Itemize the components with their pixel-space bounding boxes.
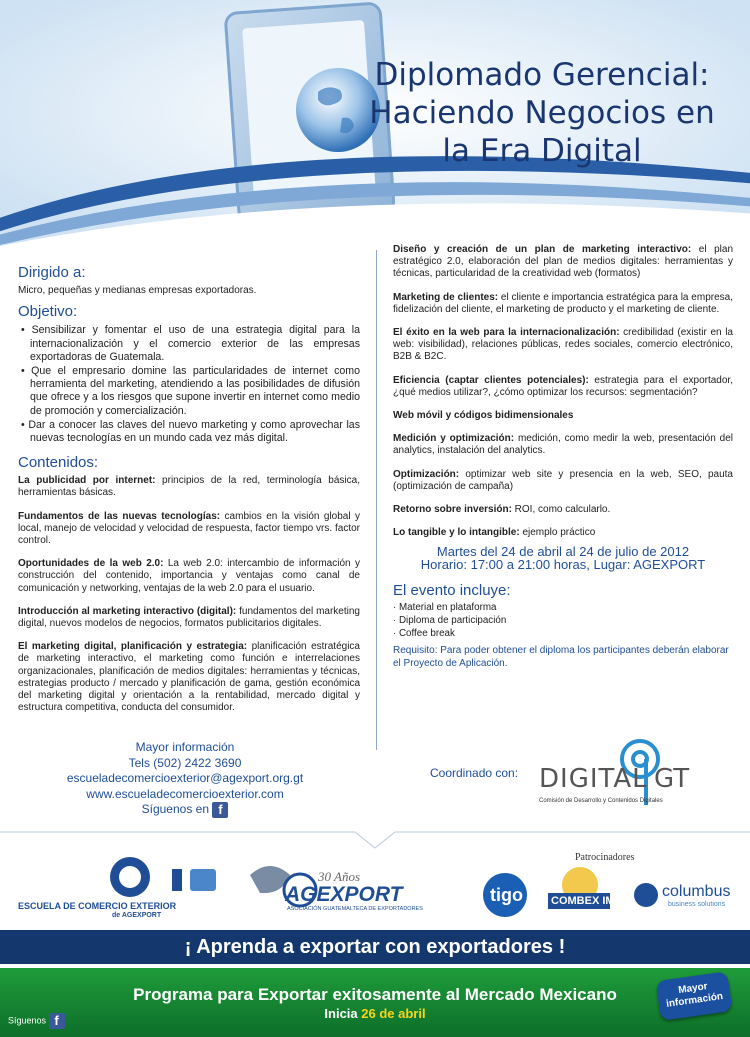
incluye-item: · Diploma de participación: [393, 615, 507, 627]
contenido-item: [393, 469, 733, 493]
footer-facebook-icon[interactable]: f: [49, 1013, 65, 1029]
contact-website-link[interactable]: www.escueladecomercioexterior.com: [86, 786, 284, 801]
contenido-text: optimizar web site y presencia en la web, SEO, pauta (optimización de campaña): [393, 468, 733, 492]
contenido-title: Fundamentos de las nuevas tecnologías:: [18, 510, 221, 522]
event-dates: Martes del 24 de abril al 24 de julio de 2012: [436, 544, 690, 560]
contenido-title: Optimización:: [393, 468, 460, 480]
objetivo-item: • Que el empresario domine las particularidades de internet como herramienta del marketing, atendiendo a las posibilidades de difusión que ofrece y a los riesgos que supone invertir en internet como medio de promoción y comercialización.: [21, 364, 361, 417]
incluye-text: Diploma de participación: [398, 615, 507, 627]
contenido-text: La web 2.0: intercambio de información y construcción del contenido, importancia y ventajas como canal de comunicación y networking, ventajas de la web 2.0 para el usuario.: [18, 558, 360, 594]
contenido-title: Retorno sobre inversión:: [393, 504, 512, 516]
title-line: Diplomado Gerencial:: [374, 57, 710, 93]
coordinado-label: Coordinado con:: [430, 766, 519, 780]
contenido-item: [393, 244, 733, 281]
contact-email-link[interactable]: escueladecomercioexterior@agexport.org.gt: [66, 771, 304, 786]
incluye-item: · Material en plataforma: [393, 602, 497, 614]
agexport-logo-sub: ASOCIACIÓN GUATEMALTECA DE EXPORTADORES: [287, 906, 423, 912]
contenido-title: Eficiencia (captar clientes potenciales):: [393, 374, 589, 386]
mayor-informacion-button[interactable]: Mayor información: [656, 971, 733, 1021]
contenido-text: medición, como medir la web, presentación del analytics, instalación del analytics.: [393, 433, 733, 457]
contenido-title: Lo tangible y lo intangible:: [393, 527, 520, 539]
dirigido-text: Micro, pequeñas y medianas empresas exportadoras.: [18, 285, 257, 296]
programa-start-date: 26 de abril: [361, 1006, 426, 1021]
contenido-text: el cliente e importancia estratégica para la empresa, fidelización del cliente, el marketing de producto y el marketing de cliente.: [393, 291, 733, 315]
contenido-item: [393, 504, 733, 516]
contenido-text: planificación estratégica de marketing interactivo, el marketing como función e interrelaciones organizacionales, planificación de medios digitales: herramientas y técnicas, estrategias producto / mercado y planificación de gama, gestión económica del marketing digital y orientación a la rentabilidad, mercado digital y estructura competitiva, conducta del consumidor.: [18, 641, 360, 714]
digital-name: DIGITAL: [539, 764, 648, 794]
contenido-item: [393, 433, 733, 457]
columbus-logo-text: columbus: [662, 883, 731, 900]
siguenos-label: Síguenos en: [141, 802, 210, 817]
contenido-title: Web móvil y códigos bidimensionales: [393, 410, 574, 422]
programa-title: Programa para Exportar exitosamente al Mercado Mexicano: [133, 985, 617, 1004]
social-row: [30, 802, 340, 818]
contenido-title: Oportunidades de la web 2.0:: [18, 558, 164, 570]
contenido-title: Introducción al marketing interactivo (digital):: [18, 605, 237, 617]
escuela-logo-text: ESCUELA DE COMERCIO EXTERIOR: [18, 901, 177, 911]
digital-gt: GT: [654, 764, 690, 794]
contenido-item: [18, 511, 360, 548]
contact-phone: Tels (502) 2422 3690: [128, 755, 242, 770]
digital-gt-logo: [536, 735, 716, 815]
contact-info: [30, 740, 340, 818]
bottom-curve: [0, 830, 750, 850]
columbus-logo-icon: [634, 883, 658, 907]
hero-banner: [0, 0, 750, 250]
contenido-text: estrategia para el exportador, ¿qué medios utilizar?, ¿cómo optimizar los recursos: segmentación?: [393, 374, 733, 398]
column-divider: [376, 250, 377, 750]
contenido-item: [393, 292, 733, 316]
programa-start-label: Inicia: [324, 1006, 362, 1021]
contenido-item: [393, 375, 733, 399]
agexport-anniversary: 30 Años: [318, 869, 361, 884]
objetivo-heading: Objetivo:: [18, 303, 78, 321]
requisito-text: Requisito: Para poder obtener el diploma los participantes deberán elaborar el Proyecto de Aplicación.: [393, 645, 729, 669]
left-column: [18, 262, 360, 725]
contenido-title: El marketing digital, planificación y estrategia:: [18, 641, 248, 653]
contenido-item: [18, 641, 360, 714]
incluye-heading: El evento incluye:: [393, 582, 511, 600]
contenido-title: Medición y optimización:: [393, 433, 515, 445]
contenido-text: el plan estratégico 2.0, elaboración del plan de medios digitales: herramientas y técnicas, particularidad de la creatividad web (formatos): [393, 244, 733, 280]
title-line: Haciendo Negocios en: [369, 95, 715, 131]
contenido-text: ROI, como calcularlo.: [511, 504, 611, 516]
contenido-item: [18, 558, 360, 595]
objetivo-text: Sensibilizar y fomentar el uso de una estrategia digital para la internacionalización y el comercio exterior de las empresas exportadoras de Guatemala.: [30, 324, 361, 363]
agexport-logo-text: AGEXPORT: [285, 883, 403, 906]
contenido-item: [18, 606, 360, 630]
content-body: [0, 244, 750, 863]
objetivo-text: Que el empresario domine las particularidades de internet como herramienta del marketing, atendiendo a las posibilidades de difusión que ofrece y a los riesgos que supone invertir en internet como medio de promoción y comercialización.: [30, 364, 361, 417]
contenido-item: [393, 327, 733, 364]
objetivo-item: • Dar a conocer las claves del nuevo marketing y como aprovechar las nuevas tecnologías en un mundo cada vez más digital.: [21, 418, 360, 444]
event-schedule: Horario: 17:00 a 21:00 horas, Lugar: AGEXPORT: [420, 557, 706, 573]
contact-heading: Mayor información: [135, 740, 235, 754]
contenido-text: ejemplo práctico: [519, 527, 596, 539]
contenido-title: Diseño y creación de un plan de marketing interactivo:: [393, 244, 692, 255]
combex-logo-text: COMBEX IM: [551, 895, 615, 907]
escuela-logo-sub: de AGEXPORT: [112, 912, 162, 919]
digital-subtitle: Comisión de Desarrollo y Contenidos Digitales: [539, 798, 663, 804]
contenido-title: Marketing de clientes:: [393, 291, 499, 303]
contenido-title: La publicidad por internet:: [18, 475, 156, 487]
slogan-banner: ¡ Aprenda a exportar con exportadores !: [0, 930, 750, 964]
page-title: [362, 56, 722, 170]
contenido-text: credibilidad (existir en la web: visibilidad), relaciones públicas, redes sociales, comercio electrónico, B2B & B2C.: [393, 327, 733, 363]
dirigido-heading: Dirigido a:: [18, 264, 86, 281]
contenido-text: cambios en la visión global y local, manejo de velocidad y velocidad de respuesta, factor tiempo vrs. factor control.: [18, 510, 360, 546]
incluye-item: · Coffee break: [393, 627, 455, 639]
title-line: la Era Digital: [442, 133, 642, 169]
contenido-text: principios de la red, terminología básica, herramientas básicas.: [18, 475, 360, 499]
programa-banner: [0, 968, 750, 1037]
contenidos-heading: Contenidos:: [18, 454, 99, 472]
columbus-logo-sub: business solutions: [668, 901, 726, 908]
programa-start: [0, 1005, 750, 1026]
objetivo-item: • Sensibilizar y fomentar el uso de una estrategia digital para la internacionalización y el comercio exterior de las empresas exportadoras de Guatemala.: [21, 324, 361, 363]
digital-wordmark: [539, 764, 648, 794]
objetivo-text: Dar a conocer las claves del nuevo marketing y como aprovechar las nuevas tecnologías en un mundo cada vez más digital.: [28, 418, 360, 444]
facebook-icon[interactable]: f: [212, 802, 228, 818]
tigo-logo-text: tigo: [490, 885, 523, 905]
contenido-item: [393, 527, 733, 539]
footer-siguenos-label: Síguenos: [8, 1015, 47, 1026]
incluye-text: Material en plataforma: [398, 602, 497, 614]
logos-row: [0, 855, 750, 927]
contenido-text: fundamentos del marketing digital, nuevos modelos de negocios, formatos publicitarios digitales.: [18, 605, 360, 629]
contenido-title: El éxito en la web para la internacionalización:: [393, 327, 620, 339]
footer-social: [8, 1013, 65, 1029]
contenido-item: [18, 475, 360, 499]
patrocinadores-label: Patrocinadores: [575, 852, 635, 863]
right-column: [393, 244, 733, 670]
incluye-text: Coffee break: [398, 627, 455, 639]
contenido-item: [393, 410, 733, 422]
